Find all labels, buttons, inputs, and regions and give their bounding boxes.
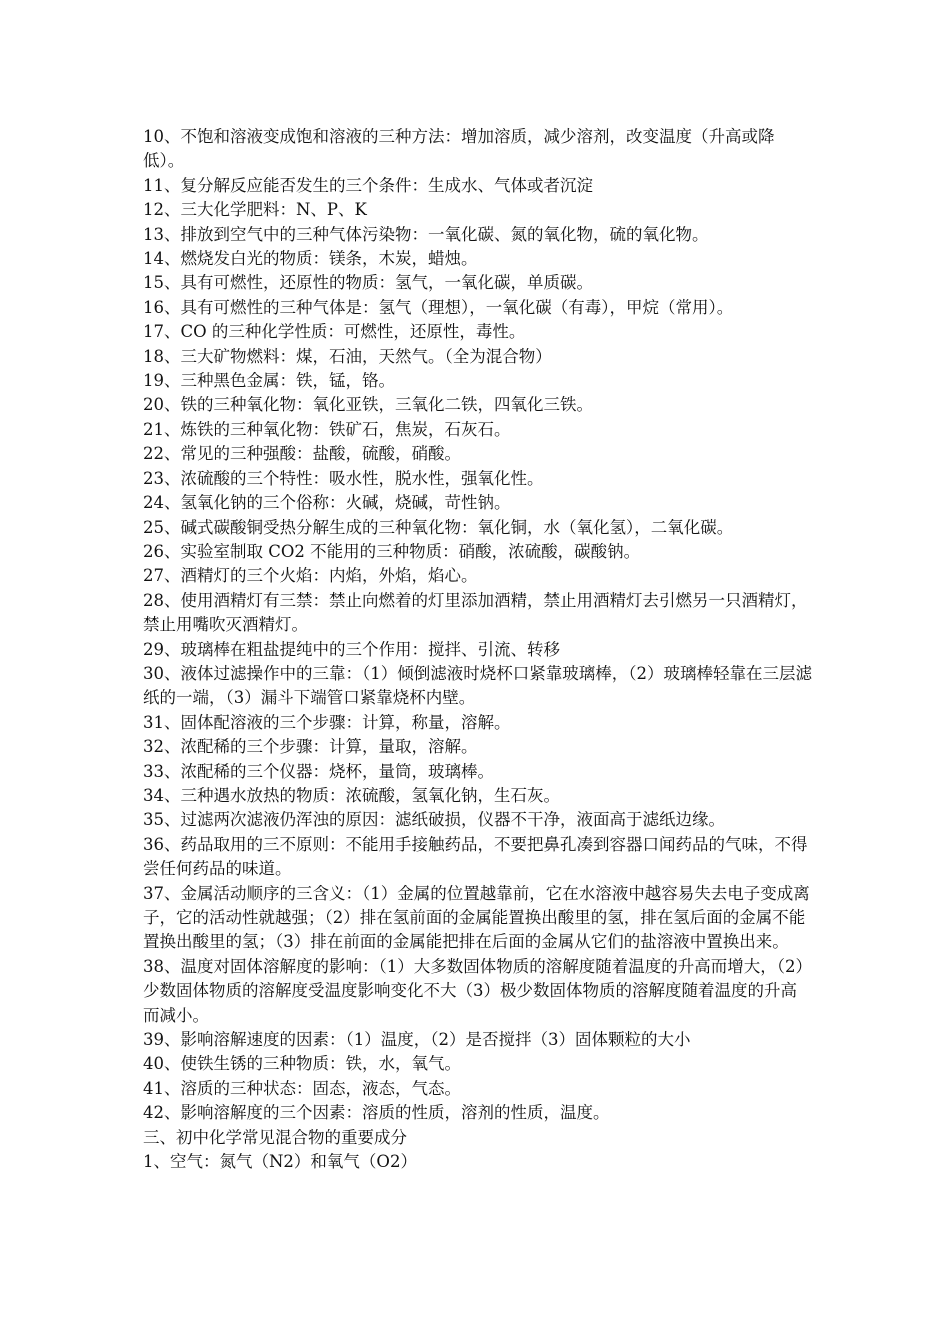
document-body [143,125,813,1174]
text-line: 14、燃烧发白光的物质：镁条，木炭，蜡烛。 [143,249,478,269]
text-line: 12、三大化学肥料：N、P、K [143,200,367,220]
text-line: 28、使用酒精灯有三禁：禁止向燃着的灯里添加酒精，禁止用酒精灯去引燃另一只酒精灯，禁止用嘴吹灭酒精灯。 [143,590,808,635]
text-line: 33、浓配稀的三个仪器：烧杯，量筒，玻璃棒。 [143,761,494,781]
text-line: 13、排放到空气中的三种气体污染物：一氧化碳、氮的氧化物，硫的氧化物。 [143,224,709,244]
text-line: 21、炼铁的三种氧化物：铁矿石，焦炭，石灰石。 [143,419,511,439]
text-line: 25、碱式碳酸铜受热分解生成的三种氧化物：氧化铜，水（氧化氢），二氧化碳。 [143,517,734,537]
text-line: 18、三大矿物燃料：煤，石油，天然气。（全为混合物） [143,346,552,366]
text-line: 35、过滤两次滤液仍浑浊的原因：滤纸破损，仪器不干净，液面高于滤纸边缘。 [143,810,725,830]
section-heading: 三、初中化学常见混合物的重要成分 [143,1127,407,1147]
text-line: 27、酒精灯的三个火焰：内焰，外焰，焰心。 [143,566,478,586]
text-line: 29、玻璃棒在粗盐提纯中的三个作用：搅拌、引流、转移 [143,639,560,659]
text-line: 42、影响溶解度的三个因素：溶质的性质，溶剂的性质，温度。 [143,1103,610,1123]
text-line: 26、实验室制取 CO2 不能用的三种物质：硝酸，浓硫酸，碳酸钠。 [143,541,641,561]
text-line: 1、空气：氮气（N2）和氧气（O2） [143,1152,417,1172]
text-line: 31、固体配溶液的三个步骤：计算，称量，溶解。 [143,712,511,732]
text-line: 20、铁的三种氧化物：氧化亚铁，三氧化二铁，四氧化三铁。 [143,395,593,415]
text-line: 40、使铁生锈的三种物质：铁，水，氧气。 [143,1054,461,1074]
text-line: 37、金属活动顺序的三含义：（1）金属的位置越靠前，它在水溶液中越容易失去电子变成离子，它的活动性就越强；（2）排在氢前面的金属能置换出酸里的氢，排在氢后面的金属不能置换出酸里的氢；（3）排在前面的金属能把排在后面的金属从它们的盐溶液中置换出来。 [143,883,810,952]
text-line: 10、不饱和溶液变成饱和溶液的三种方法：增加溶质，减少溶剂，改变温度（升高或降低）。 [143,127,775,171]
text-line: 15、具有可燃性，还原性的物质：氢气，一氧化碳，单质碳。 [143,273,593,293]
text-line: 30、液体过滤操作中的三靠：（1）倾倒滤液时烧杯口紧靠玻璃棒，（2）玻璃棒轻靠在三层滤纸的一端，（3）漏斗下端管口紧靠烧杯内壁。 [143,663,812,708]
text-line: 16、具有可燃性的三种气体是：氢气（理想），一氧化碳（有毒），甲烷（常用）。 [143,297,734,317]
text-line: 38、温度对固体溶解度的影响：（1）大多数固体物质的溶解度随着温度的升高而增大，（2）少数固体物质的溶解度受温度影响变化不大（3）极少数固体物质的溶解度随着温度的升高而减小。 [143,956,812,1025]
text-line: 24、氢氧化钠的三个俗称：火碱，烧碱，苛性钠。 [143,493,511,513]
text-line: 19、三种黑色金属：铁，锰，铬。 [143,371,395,391]
text-line: 11、复分解反应能否发生的三个条件：生成水、气体或者沉淀 [143,175,593,195]
text-line: 22、常见的三种强酸：盐酸，硫酸，硝酸。 [143,444,461,464]
text-line: 36、药品取用的三不原则：不能用手接触药品，不要把鼻孔凑到容器口闻药品的气味，不得尝任何药品的味道。 [143,834,808,879]
text-line: 32、浓配稀的三个步骤：计算，量取，溶解。 [143,737,478,757]
text-line: 39、影响溶解速度的因素：（1）温度，（2）是否搅拌（3）固体颗粒的大小 [143,1030,691,1050]
text-line: 41、溶质的三种状态：固态，液态，气态。 [143,1078,461,1098]
text-line: 23、浓硫酸的三个特性：吸水性，脱水性，强氧化性。 [143,468,544,488]
text-line: 34、三种遇水放热的物质：浓硫酸，氢氧化钠，生石灰。 [143,785,560,805]
text-line: 17、CO 的三种化学性质：可燃性，还原性，毒性。 [143,322,526,342]
